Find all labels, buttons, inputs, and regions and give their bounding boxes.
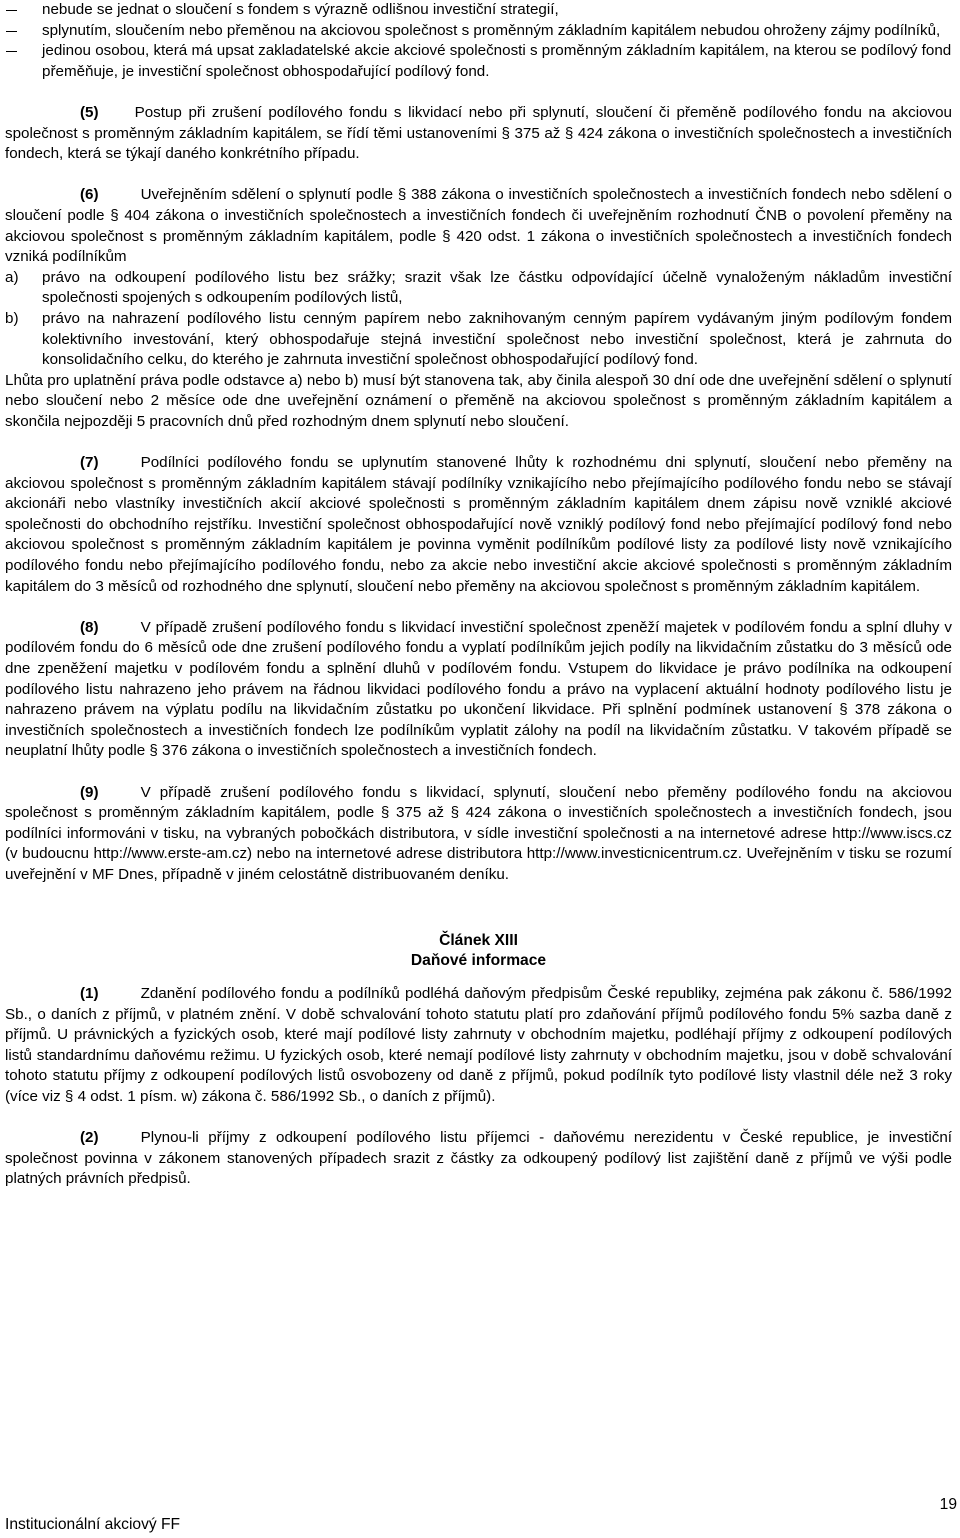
paragraph-number: (6) — [80, 186, 99, 204]
paragraph-number: (8) — [80, 618, 99, 636]
list-item — [5, 0, 952, 21]
list-item-label: a) — [5, 268, 19, 286]
list-item-text: jedinou osobou, která má upsat zakladatelské akcie akciové společnosti s proměnným základním kapitálem, na kterou se podílový fond přeměňuje, je investiční společnost obhospodařující podílový fond. — [42, 42, 952, 80]
article-title: Článek XIII — [439, 931, 518, 949]
paragraph-9 — [5, 783, 952, 886]
strategy-conditions-list — [5, 0, 952, 82]
article-subtitle: Daňové informace — [410, 952, 547, 970]
paragraph-number: (1) — [80, 984, 99, 1002]
paragraph-number: (2) — [80, 1129, 99, 1147]
tax-paragraph-2 — [5, 1128, 952, 1190]
list-item — [5, 309, 952, 371]
paragraph-text: Podílníci podílového fondu se uplynutím stanovené lhůty k rozhodnému dni splynutí, sloučení nebo přeměny na akciovou společnost s proměnným základním kapitálem stávají podílníky vznikajícího nebo přejímajícího podílového fondu nebo se stávají akcionáři nebo vlastníky investičních akcií akciové společnosti s proměnným základním kapitálem dnem zápisu nově vzniklé akciové společnosti do obchodního rejstříku. Investiční společnost obhospodařující nově vzniklý podílový fond nebo přejímající podílový fond nebo akciovou společnost s proměnným základním kapitálem je povinna vyměnit podílníkům podílové listy za podílové listy nově vznikajícího podílového fondu nebo přejímajícího podílového fondu, nebo za akcie nebo investiční akcie akciové společnosti s proměnným základním kapitálem do 3 měsíců od rozhodného dne splynutí, sloučení nebo přeměny na akciovou společnost s proměnným základním kapitálem. — [5, 454, 952, 595]
footer-fund-name: Institucionální akciový FF — [5, 1516, 181, 1533]
paragraph-text: Plynou-li příjmy z odkoupení podílového listu příjemci - daňovému nerezidentu v České republice, je investiční společnost povinna v zákonem stanovených případech srazit z částky za odkoupený podílový list zajištění daně z příjmů ve výši podle platných právních předpisů. — [5, 1129, 952, 1188]
page-number: 19 — [939, 1496, 957, 1513]
tax-paragraph-1 — [5, 984, 952, 1108]
list-item-text: splynutím, sloučením nebo přeměnou na akciovou společnost s proměnným základním kapitálem nebudou ohroženy zájmy podílníků, — [42, 21, 941, 39]
list-item-text: právo na nahrazení podílového listu cenným papírem nebo zaknihovaným cenným papírem vydávaným jiným podílovým fondem kolektivního investování, který obhospodařuje stejná investiční společnost nebo investiční společnost, která je zahrnuta do konsolidačního celku, do kterého je zahrnuta investiční společnost obhospodařující podílový fond. — [42, 309, 952, 369]
list-item — [5, 41, 952, 82]
paragraph-text: Postup při zrušení podílového fondu s likvidací nebo při splynutí, sloučení či přeměně podílového fondu na akciovou společnost s proměnným základním kapitálem, se řídí těmi ustanoveními § 375 až § 424 zákona o investičních společnostech a investičních fondech, která se týkají daného konkrétního případu. — [5, 103, 952, 163]
paragraph-number: (5) — [80, 103, 99, 121]
list-item-text: právo na odkoupení podílového listu bez srážky; srazit však lze částku odpovídající účelně vynaloženým nákladům investiční společnosti spojených s odkoupením podílových listů, — [42, 268, 952, 307]
paragraph-8 — [5, 618, 952, 762]
paragraph-number: (9) — [80, 783, 99, 801]
list-item — [5, 268, 952, 309]
paragraph-text: Uveřejněním sdělení o splynutí podle § 388 zákona o investičních společnostech a investičních fondech nebo sdělení o sloučení podle § 404 zákona o investičních společnostech a investičních fondech či uveřejněním rozhodnutí ČNB o povolení přeměny na akciovou společnost s proměnným základním kapitálem, podle § 420 odst. 1 zákona o investičních společnostech a investičních fondech vzniká podílníkům — [5, 186, 952, 266]
list-item — [5, 21, 952, 42]
paragraph-text: V případě zrušení podílového fondu s likvidací, splynutí, sloučení nebo přeměny podílového fondu na akciovou společnost s proměnným základním kapitálem, podle § 375 až § 424 zákona o investičních společnostech a investičních fondech, jsou podílníci informováni v tisku, na vybraných pobočkách distributora, v sídle investiční společnosti a na internetové adrese http://www.iscs.cz (v budoucnu http://www.erste-am.cz) nebo na internetové adrese distributora http://www.investicnicentrum.cz. Uveřejněním v tisku se rozumí uveřejnění v MF Dnes, případně v jiném celostátně distribuovaném deníku. — [5, 783, 952, 883]
list-item-label: b) — [5, 309, 19, 327]
paragraph-text: Zdanění podílového fondu a podílníků podléhá daňovým předpisům České republiky, zejména pak zákonu č. 586/1992 Sb., o daních z příjmů, v platném znění. V době schvalování tohoto statutu platí pro zdaňování příjmů podílového fondu 5% sazba daně z příjmů. U právnických a fyzických osob, které mají podílové listy zahrnuty v obchodním majetku, podléhají příjmy z odkoupení podílových listů standardnímu daňovému režimu. U fyzických osob, které nemají podílové listy zahrnuty v obchodním majetku, jsou v době schvalování tohoto statutu příjmy z odkoupení podílových listů osvobozeny od daně z příjmů, pokud podílník tyto podílové listy vlastnil déle než 3 roky (více viz § 4 odst. 1 písm. w) zákona č. 586/1992 Sb., o daních z příjmů). — [5, 984, 952, 1105]
paragraph-7 — [5, 453, 952, 597]
paragraph-6-tail: Lhůta pro uplatnění práva podle odstavce a) nebo b) musí být stanovena tak, aby činila alespoň 30 dní ode dne uveřejnění sdělení o splynutí nebo sloučení nebo 2 měsíce ode dne uveřejnění oznámení o přeměně na akciovou společnost s proměnným základním kapitálem a skončila nejpozději 5 pracovních dnů před rozhodným dnem splynutí nebo sloučení. — [5, 371, 952, 430]
paragraph-number: (7) — [80, 454, 99, 472]
paragraph-6 — [5, 185, 952, 267]
paragraph-text: V případě zrušení podílového fondu s likvidací investiční společnost zpeněží majetek v podílovém fondu a splní dluhy v podílovém fondu do 6 měsíců ode dne zrušení podílového fondu a vyplatí podílníkům jejich podíly na likvidačním zůstatku do 3 měsíců ode dne zpeněžení majetku v podílovém fondu a splnění dluhů v podílovém fondu. Vstupem do likvidace je právo podílníka na odkoupení podílového listu nahrazeno jeho právem na řádnou likvidaci podílového fondu a právo na vyplacení aktuální hodnoty podílového listu je nahrazeno právem na výplatu podílu na likvidačním zůstatku po ukončení likvidace. Při splnění podmínek ustanovení § 378 zákona o investičních společnostech a investičních fondech lze podílníkům vyplatit zálohy na podíl na likvidačním zůstatku. V takovém případě se neuplatní lhůty podle § 376 zákona o investičních společnostech a investičních fondech. — [5, 618, 952, 760]
paragraph-5 — [5, 103, 952, 165]
document-page — [5, 0, 952, 1190]
list-item-text: nebude se jednat o sloučení s fondem s výrazně odlišnou investiční strategií, — [42, 1, 559, 18]
